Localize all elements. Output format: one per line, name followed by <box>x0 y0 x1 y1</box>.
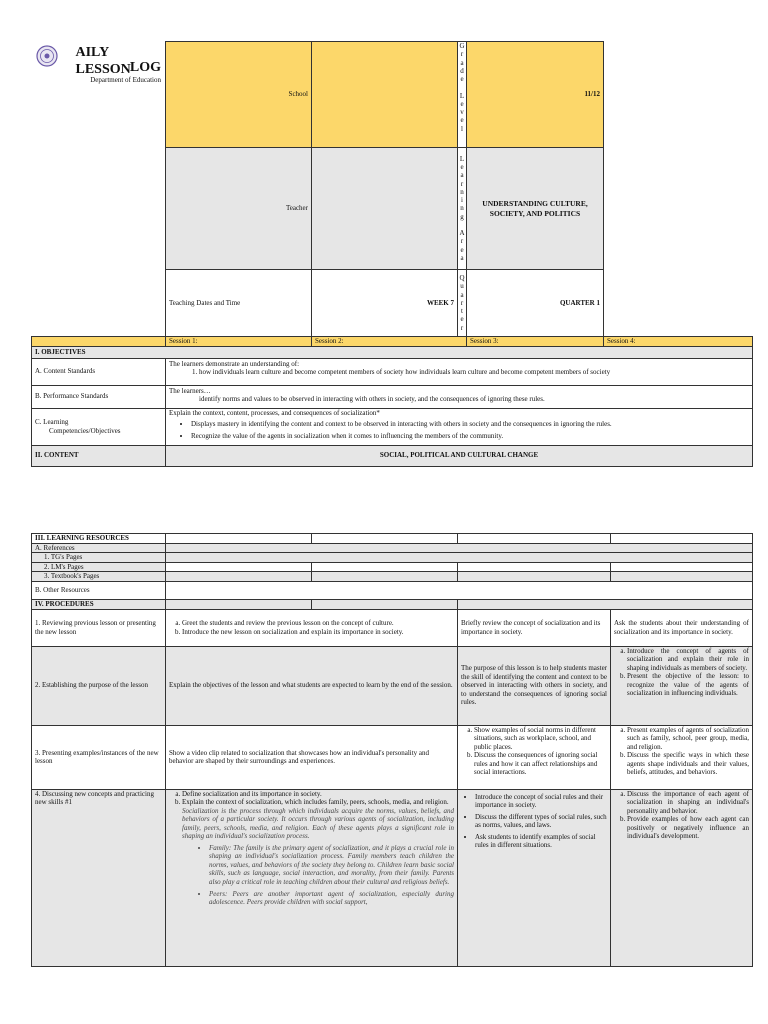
logo-cell <box>32 42 166 337</box>
objectives-heading: I. OBJECTIVES <box>32 346 753 358</box>
school-value <box>312 42 458 148</box>
lesson-log-procedures-table <box>31 533 753 967</box>
performance-standards-label: B. Performance Standards <box>32 385 166 408</box>
procedure-label: 3. Presenting examples/instances of the new lesson <box>32 725 166 789</box>
learning-resources-heading: III. LEARNING RESOURCES <box>32 534 166 544</box>
content-heading: II. CONTENT <box>32 445 166 466</box>
procedure-session-1: a. Greet the students and review the previous lesson on the concept of culture. b. Introduce the new lesson on socialization and explain its importance in society. <box>166 609 458 646</box>
procedure-label: 4. Discussing new concepts and practicing new skills #1 <box>32 789 166 966</box>
procedure-session-4: a. Introduce the concept of agents of socialization and explain their role in shaping individuals as members of society. b. Present the objective of the lesson: to recognize the value of the agents of socialization in influencing individuals. <box>611 646 753 725</box>
teacher-label: Teacher <box>166 148 312 270</box>
grade-level-label: G r a d e L e v e l <box>458 42 467 148</box>
session-4-header: Session 4: <box>604 337 753 347</box>
competencies-cell <box>166 408 753 445</box>
learning-area-label: L e a r n i n g A r e a <box>458 148 467 270</box>
teaching-dates-label: Teaching Dates and Time <box>166 270 312 337</box>
procedure-session-4: a. Discuss the importance of each agent of socialization in shaping an individual's personality and behavior. b. Provide examples of how each agent can positively or negatively influence an individual's development. <box>611 789 753 966</box>
content-standards-label: A. Content Standards <box>32 358 166 385</box>
department-label: Department of Education <box>90 75 161 84</box>
socialization-paragraph: Socialization is the process through which individuals acquire the norms, values, beliefs, and behaviors of a particular society. It occurs through various agents of socialization, including family, peers, schools, media, and religion. Each of these agents plays a significant role in shaping an individual's socialization process. <box>182 806 454 841</box>
grade-level-value: 11/12 <box>467 42 604 148</box>
procedure-row <box>32 609 753 646</box>
other-resources-label: B. Other Resources <box>32 581 166 599</box>
performance-standards-cell <box>166 385 753 408</box>
teaching-dates-value: WEEK 7 <box>312 270 458 337</box>
procedure-session-1: a. Define socialization and its importance in society. b. Explain the context of socialization, which includes family, peers, schools, media, and religion. Socialization is the process through which individuals acquire the norms, values, beliefs, and behaviors of a particular society. It occurs through various agents of socialization, including family, peers, schools, media, and religion. Each of these agents plays a significant role in shaping an individual's socialization process. • Family: The family is the primary agent of socialization, and it plays a crucial role in shaping an individual's socialization process. Family members teach children the norms, values, and behaviors of the society they belong to. Children learn basic social skills, such as language, social interaction, and morality, from their family. Parents also play a critical role in teaching children about their cultural and religious beliefs. • Peers: Peers are another important agent of socialization, especially during adolescence. Peers provide children with social support, <box>166 789 458 966</box>
lesson-log-title-part1: AILY LESSON <box>75 44 131 77</box>
procedure-session-4: Ask the students about their understanding of socialization and its importance in society. <box>611 609 753 646</box>
competencies-intro: Explain the context, content, processes, and consequences of socialization* <box>169 408 380 417</box>
procedure-session-4: a. Present examples of agents of socialization such as family, school, peer group, media, and religion. b. Discuss the specific ways in which these agents shape individuals and their values, beliefs, attitudes, and behaviors. <box>611 725 753 789</box>
procedure-session-3: a. Show examples of social norms in different situations, such as workplace, school, and public places. b. Discuss the consequences of ignoring social rules and how it can affect relationships and social interactions. <box>458 725 611 789</box>
procedure-label: 1. Reviewing previous lesson or presenting the new lesson <box>32 609 166 646</box>
performance-intro: The learners… <box>169 386 211 395</box>
session-1-header: Session 1: <box>166 337 312 347</box>
lesson-log-title-part2: LOG <box>129 59 161 75</box>
quarter-label: Q u a r t e r <box>458 270 467 337</box>
procedure-row <box>32 789 753 966</box>
procedure-row <box>32 725 753 789</box>
content-standards-item: 1. how individuals learn culture and become competent members of society how individuals learn culture and become competent members of society <box>199 368 749 377</box>
content-value: SOCIAL, POLITICAL AND CULTURAL CHANGE <box>166 445 753 466</box>
content-standards-intro: The learners demonstrate an understanding of: <box>169 359 300 368</box>
procedure-session-3: • Introduce the concept of social rules and their importance in society. • Discuss the different types of social rules, such as norms, values, and laws. • Ask students to identify examples of social rules in different situations. <box>458 789 611 966</box>
quarter-value: QUARTER 1 <box>467 270 604 337</box>
tg-pages-label: 1. TG's Pages <box>32 553 166 563</box>
references-label: A. References <box>32 543 166 553</box>
deped-seal-icon <box>36 45 58 67</box>
procedure-label: 2. Establishing the purpose of the lesson <box>32 646 166 725</box>
competency-item: • Recognize the value of the agents in socialization when it comes to influencing the members of the community. <box>191 432 749 441</box>
procedure-session-1: Show a video clip related to socialization that showcases how an individual's personality and behavior are shaped by their surroundings and experiences. <box>166 725 458 789</box>
textbook-pages-label: 3. Textbook's Pages <box>32 572 166 582</box>
session-2-header: Session 2: <box>312 337 467 347</box>
session-3-header: Session 3: <box>467 337 604 347</box>
school-label: School <box>166 42 312 148</box>
procedure-session-1: Explain the objectives of the lesson and what students are expected to learn by the end of the session. <box>166 646 458 725</box>
lm-pages-label: 2. LM's Pages <box>32 562 166 572</box>
content-standards-cell <box>166 358 753 385</box>
competency-item: • Displays mastery in identifying the content and context to be observed in interacting with others in society and the consequences in ignoring the rules. <box>191 420 749 429</box>
procedure-session-3: The purpose of this lesson is to help students master the skill of identifying the content and context to be observed in interacting with others in society, and to understand the consequences of ignoring social rules. <box>458 646 611 725</box>
lesson-log-header-table <box>31 41 753 467</box>
learning-area-value: UNDERSTANDING CULTURE, SOCIETY, AND POLITICS <box>467 148 604 270</box>
performance-text: identify norms and values to be observed in interacting with others in society, and the consequences of ignoring these rules. <box>199 395 545 404</box>
procedure-session-3: Briefly review the concept of socialization and its importance in society. <box>458 609 611 646</box>
competencies-label: C. Learning Competencies/Objectives <box>32 408 166 445</box>
procedure-row <box>32 646 753 725</box>
procedures-heading: IV. PROCEDURES <box>32 599 166 609</box>
teacher-value <box>312 148 458 270</box>
